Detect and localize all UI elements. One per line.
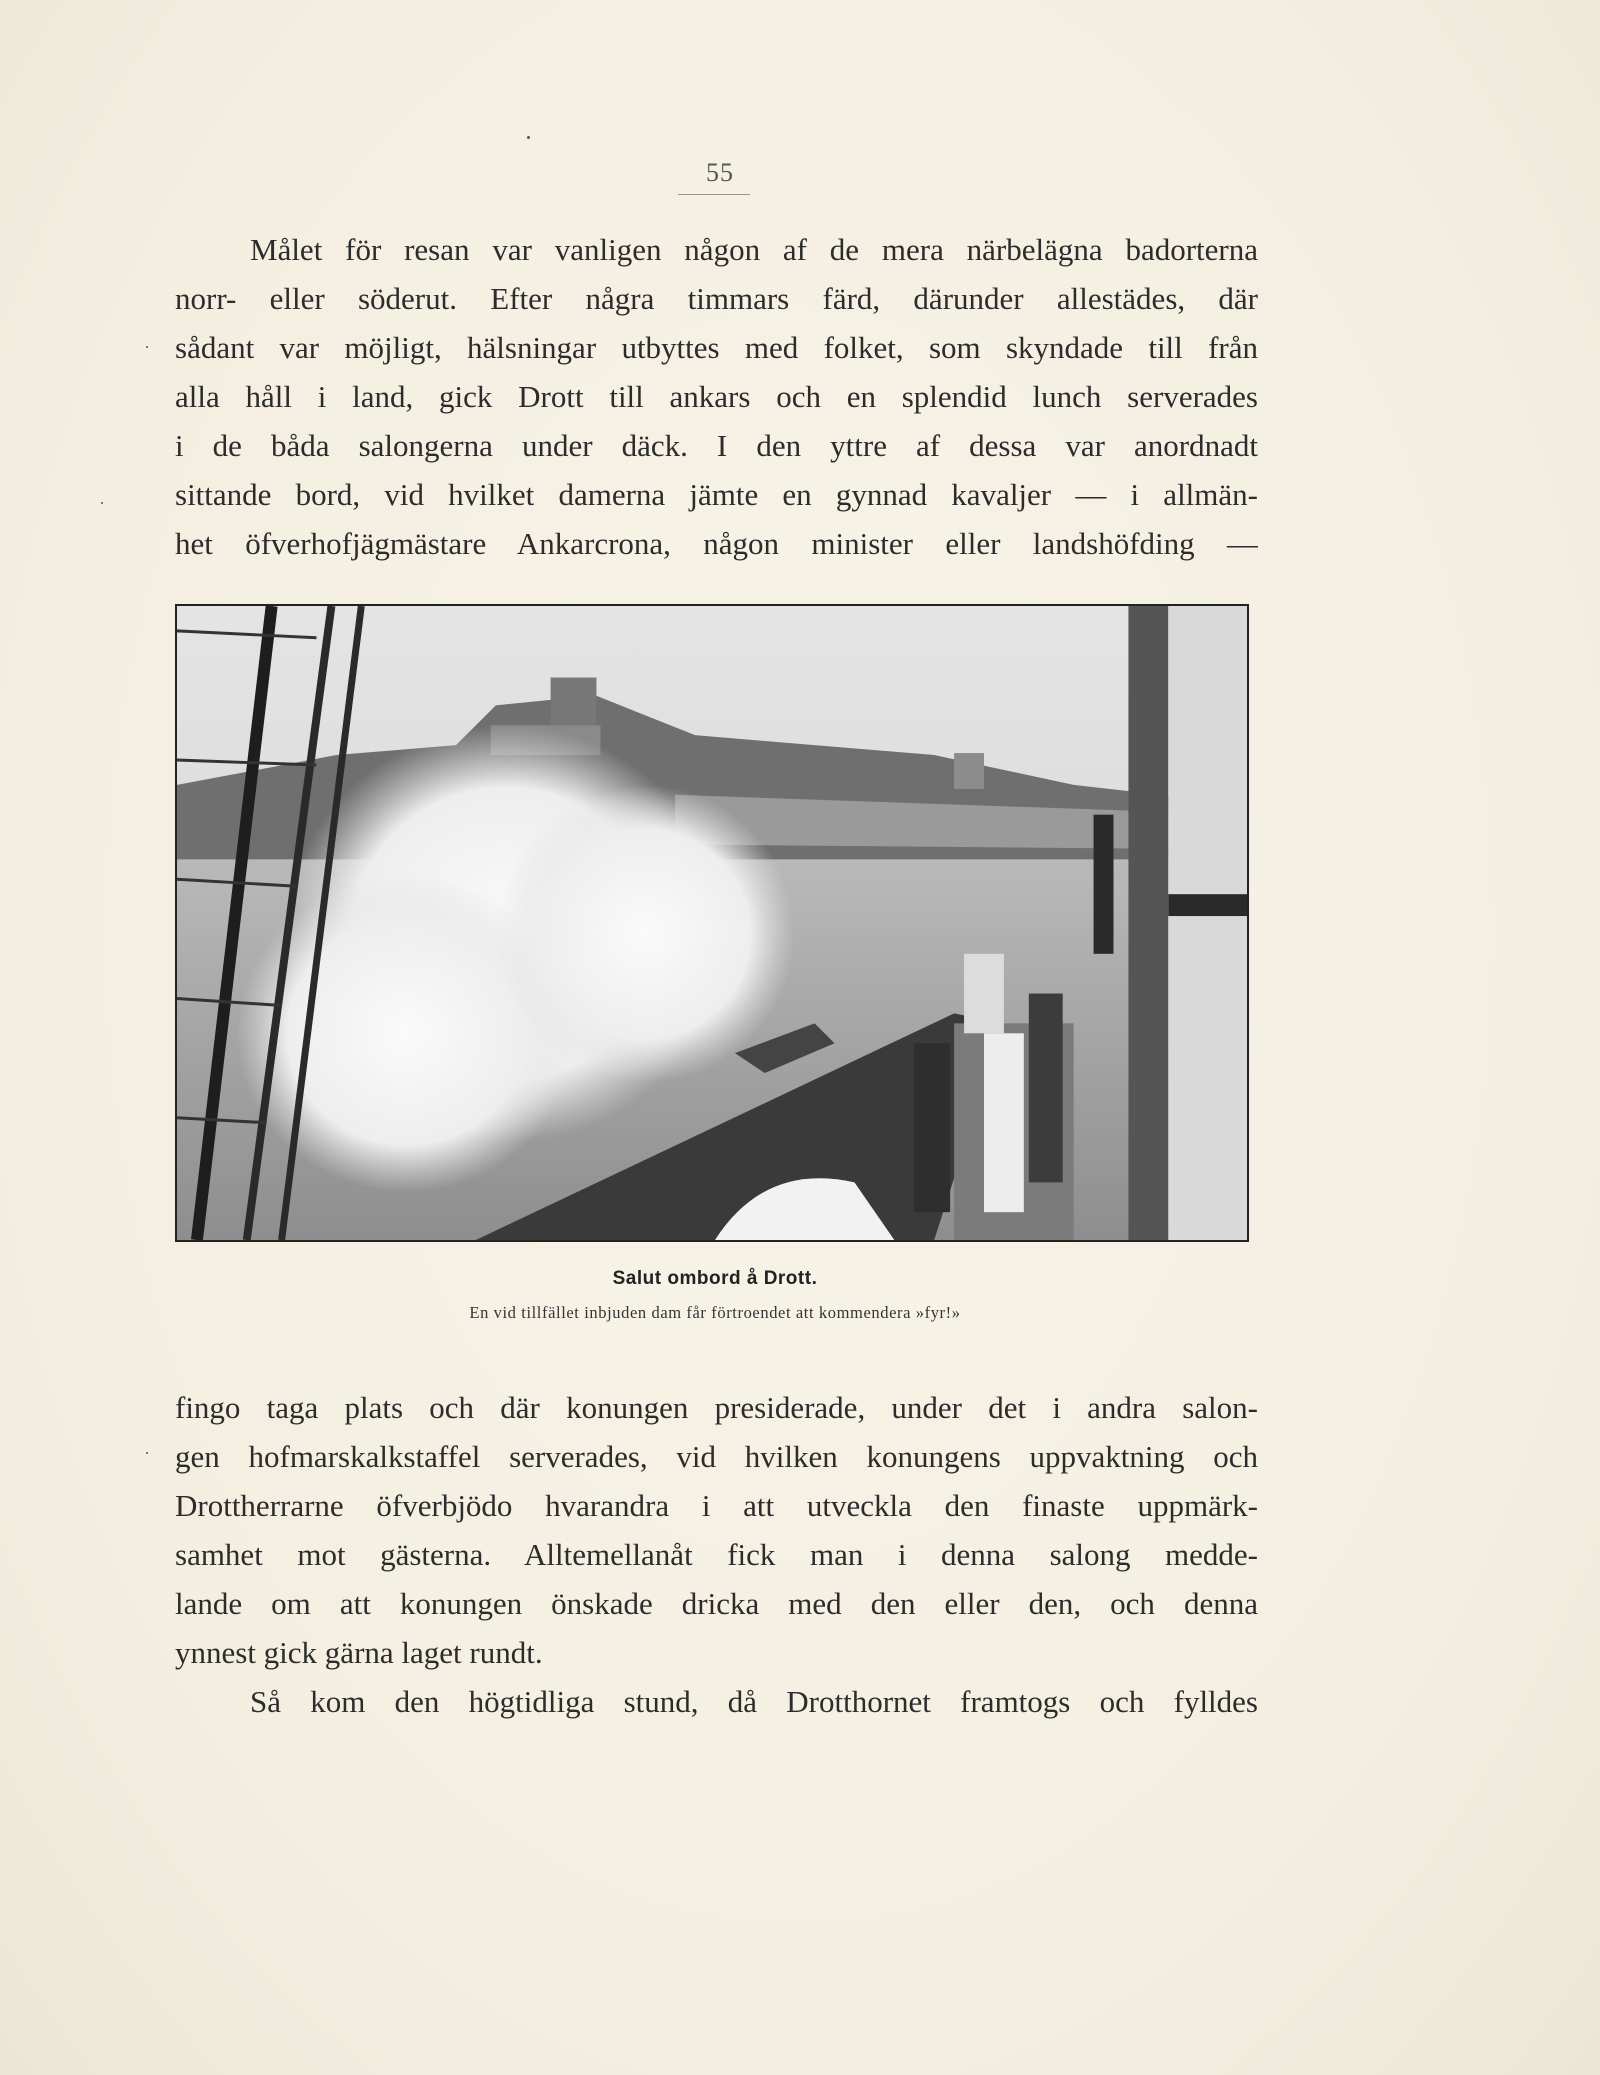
text-line: samhet mot gästerna. Alltemellanåt fick man i denna salong medde- (175, 1537, 1258, 1572)
text-line: norr- eller söderut. Efter några timmars färd, därunder allestädes, där (175, 281, 1258, 316)
paper-speck (146, 346, 148, 348)
fortress-tower (551, 678, 597, 726)
photo-illustration (177, 606, 1247, 1240)
text-line: i de båda salongerna under däck. I den yttre af dessa var anordnadt (175, 428, 1258, 463)
rigging-rope (1128, 606, 1168, 1240)
mast-band (1168, 894, 1247, 916)
salute-photograph (175, 604, 1249, 1242)
figure-caption-title: Salut ombord å Drott. (612, 1268, 818, 1289)
sailor-figure (964, 954, 1004, 1033)
text-line: fingo taga plats och där konungen presiderade, under det i andra salon- (175, 1390, 1258, 1425)
lookout-figure (1094, 815, 1114, 954)
page-number: 55 (706, 158, 734, 187)
mast (1168, 606, 1247, 1240)
page-number-rule (678, 194, 750, 195)
figure-caption-subtitle: En vid tillfället inbjuden dam får förtroendet att kommendera »fyr!» (469, 1303, 961, 1322)
text-line: sådant var möjligt, hälsningar utbyttes med folket, som skyndade till från (175, 330, 1258, 365)
paragraph-1 (175, 225, 1258, 568)
text-line: Drottherrarne öfverbjödo hvarandra i att utveckla den finaste uppmärk- (175, 1488, 1258, 1523)
paper-speck (146, 1452, 148, 1454)
text-line: ynnest gick gärna laget rundt. (175, 1635, 543, 1670)
text-line: gen hofmarskalkstaffel serverades, vid hvilken konungens uppvaktning och (175, 1439, 1258, 1474)
paper-speck (101, 502, 103, 504)
lady-figure (984, 1033, 1024, 1212)
church-tower (954, 753, 984, 789)
officer-figure (914, 1043, 950, 1212)
text-line: lande om att konungen önskade dricka med den eller den, och denna (175, 1586, 1258, 1621)
text-line: Så kom den högtidliga stund, då Drotthornet framtogs och fylldes (250, 1684, 1258, 1719)
sailor-figure (1029, 994, 1063, 1183)
paragraph-2 (175, 1383, 1258, 1726)
text-line: sittande bord, vid hvilket damerna jämte en gynnad kavaljer — i allmän- (175, 477, 1258, 512)
text-line: Målet för resan var vanligen någon af de mera närbelägna badorterna (250, 232, 1258, 267)
cannon-smoke (496, 785, 795, 1083)
paper-speck (527, 136, 530, 139)
text-line: het öfverhofjägmästare Ankarcrona, någon minister eller landshöfding — (175, 526, 1258, 561)
text-line: alla håll i land, gick Drott till ankars och en splendid lunch serverades (175, 379, 1258, 414)
